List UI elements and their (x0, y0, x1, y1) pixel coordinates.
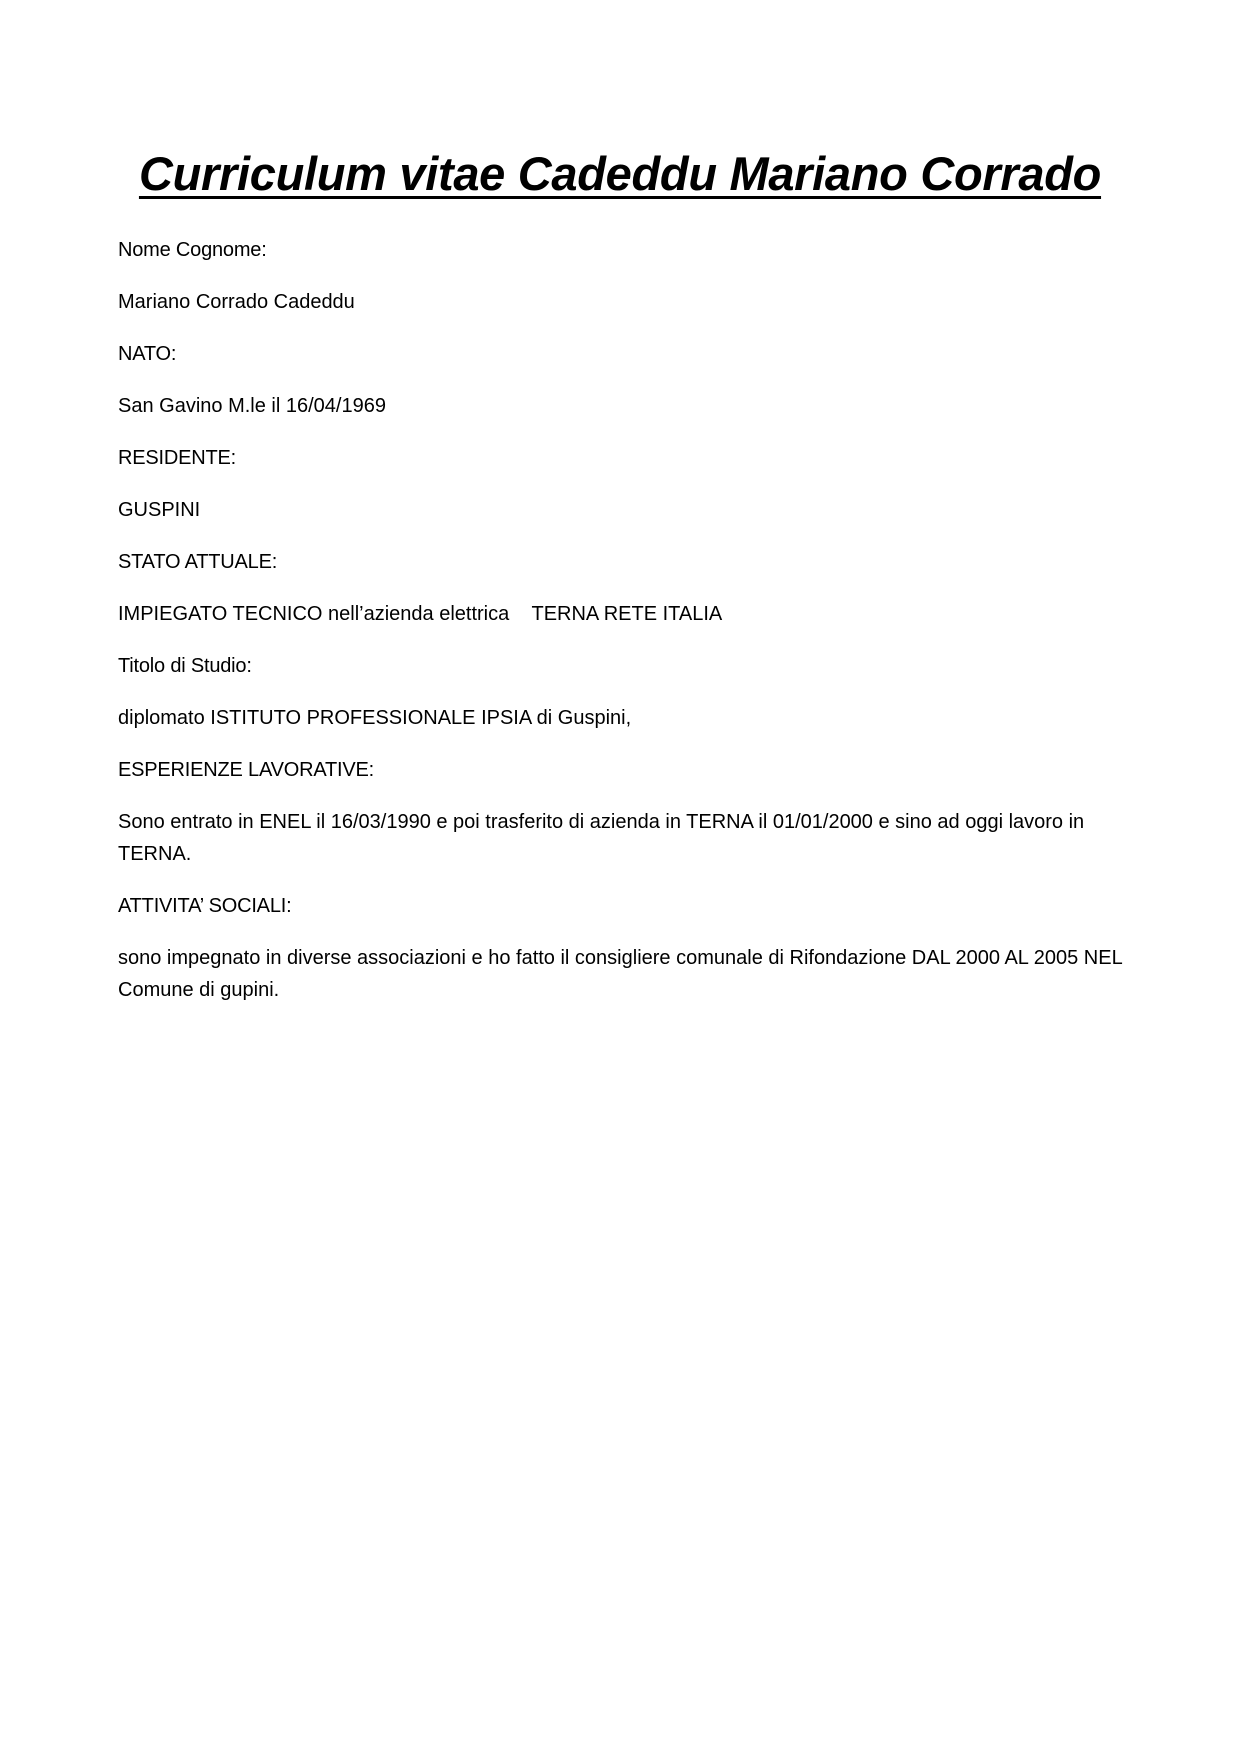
field-label-education: Titolo di Studio: (118, 655, 252, 677)
document-title: Curriculum vitae Cadeddu Mariano Corrado (138, 147, 1102, 200)
field-label-work-experience: ESPERIENZE LAVORATIVE: (118, 759, 375, 781)
field-label-current-status: STATO ATTUALE: (118, 551, 278, 573)
field-value-birth: San Gavino M.le il 16/04/1969 (118, 395, 386, 417)
field-label-name: Nome Cognome: (118, 239, 267, 261)
field-value-residence: GUSPINI (118, 499, 201, 521)
document-body (118, 234, 1128, 1026)
field-value-work-experience: Sono entrato in ENEL il 16/03/1990 e poi trasferito di azienda in TERNA il 01/01/2000 e sino ad oggi lavoro in TERNA. (118, 811, 1085, 865)
field-label-social-activities: ATTIVITA’ SOCIALI: (118, 895, 292, 917)
field-value-education: diplomato ISTITUTO PROFESSIONALE IPSIA di Guspini, (118, 707, 632, 729)
field-value-current-status: IMPIEGATO TECNICO nell’azienda elettrica TERNA RETE ITALIA (118, 603, 723, 625)
field-value-social-activities: sono impegnato in diverse associazioni e ho fatto il consigliere comunale di Rifondazione DAL 2000 AL 2005 NEL Comune di gupini. (118, 947, 1122, 1001)
field-label-residence: RESIDENTE: (118, 447, 237, 469)
field-label-birth: NATO: (118, 343, 177, 365)
field-value-name: Mariano Corrado Cadeddu (118, 291, 355, 313)
